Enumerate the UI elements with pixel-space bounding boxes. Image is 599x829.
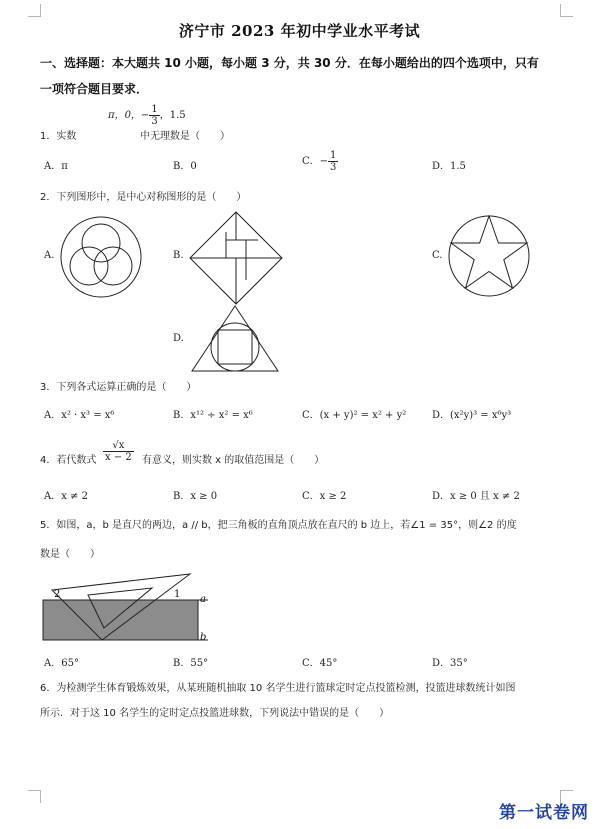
q1-suffix: 中无理数是（ ） (140, 131, 230, 142)
q5-option-b: B．55° (173, 658, 209, 669)
corner-mark-top-right (560, 4, 573, 17)
q2-figure-d (190, 304, 280, 374)
q4-frac-den: x − 2 (105, 452, 132, 463)
exam-title: 济宁市 2023 年初中学业水平考试 (178, 22, 421, 40)
q4-prefix: 4．若代数式 (40, 455, 97, 466)
q3-option-a: A．x² · x³ = x⁶ (44, 410, 115, 421)
q5-text-line1: 5．如图，a，b 是直尺的两边，a // b，把三角板的直角顶点放在直尺的 b 边上，若∠1 = 35°，则∠2 的度 (40, 520, 517, 531)
q1-option-a: A．π (44, 161, 68, 172)
q1-option-c-prefix: C．− (302, 156, 329, 167)
section-heading-line2: 一项符合题目要求． (40, 82, 149, 96)
q2-label-c: C. (432, 250, 443, 261)
q5-label-2: 2 (54, 589, 61, 600)
q1-number-list (108, 104, 186, 127)
corner-mark-top-left (28, 4, 41, 17)
q1-fraction (149, 104, 159, 127)
q5-figure-ruler-triangle (40, 572, 215, 648)
q5-label-1: 1 (174, 589, 181, 600)
q2-figure-b (186, 210, 286, 306)
q1-prefix: 1．实数 (40, 131, 77, 142)
q4-option-c: C．x ≥ 2 (302, 491, 347, 502)
q3-option-b: B．x¹² ÷ x² = x⁶ (173, 410, 253, 421)
q1-option-c-den: 3 (330, 162, 337, 173)
q1-option-c-num: 1 (330, 150, 337, 161)
q4-option-d: D．x ≥ 0 且 x ≠ 2 (432, 491, 520, 502)
q4-option-b: B．x ≥ 0 (173, 491, 218, 502)
q5-label-a: a (200, 594, 206, 605)
q3-text: 3．下列各式运算正确的是（ ） (40, 382, 197, 393)
q4-frac-num: √x (103, 440, 134, 452)
q1-frac-den: 3 (151, 116, 158, 127)
q4-option-a: A．x ≠ 2 (44, 491, 88, 502)
footer-watermark: 第一试卷网 (499, 803, 589, 823)
q1-option-b: B．0 (173, 161, 197, 172)
q3-option-c: C．(x + y)² = x² + y² (302, 410, 407, 421)
section-heading-line1: 一、选择题：本大题共 10 小题，每小题 3 分，共 30 分．在每小题给出的四个选项中，只有 (40, 56, 539, 70)
q2-figure-a (56, 214, 146, 300)
q6-text-line1: 6．为检测学生体育锻炼效果，从某班随机抽取 10 名学生进行篮球定时定点投篮检测，投篮进球数统计如图 (40, 683, 516, 694)
corner-mark-bottom-left (28, 790, 41, 803)
q2-text: 2．下列图形中，是中心对称图形的是（ ） (40, 192, 247, 203)
q1-option-c (302, 150, 338, 173)
q5-option-d: D．35° (432, 658, 468, 669)
q4-fraction (103, 440, 134, 463)
q1-option-d: D．1.5 (432, 161, 466, 172)
q5-label-b: b (200, 632, 207, 643)
q2-label-b: B. (173, 250, 184, 261)
q3-option-d: D．(x²y)³ = x⁶y³ (432, 410, 512, 421)
q4-suffix: 有意义，则实数 x 的取值范围是（ ） (142, 455, 325, 466)
q1-option-c-fraction (328, 150, 338, 173)
q1-numbers-a: π，0，− (108, 110, 150, 121)
q2-label-a: A. (44, 250, 55, 261)
q1-numbers-b: ，1.5 (159, 110, 186, 121)
q5-text-line2: 数是（ ） (40, 549, 100, 560)
q5-option-c: C．45° (302, 658, 338, 669)
q1-frac-num: 1 (151, 104, 158, 115)
q2-figure-c (446, 213, 532, 299)
q2-label-d: D. (173, 333, 184, 344)
q5-option-a: A．65° (44, 658, 79, 669)
q6-text-line2: 所示．对于这 10 名学生的定时定点投篮进球数，下列说法中错误的是（ ） (40, 708, 390, 719)
